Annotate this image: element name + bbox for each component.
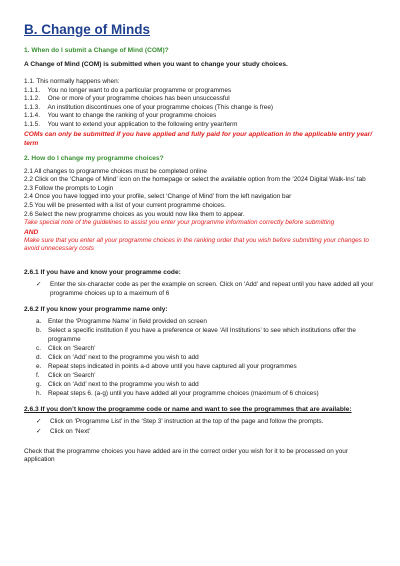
list-item: 1.1.3. An institution discontinues one of your programme choices (This change is free)	[24, 103, 273, 111]
guidelines-note: Take special note of the guidelines to assist you enter your programme information correctly before submitting	[24, 219, 335, 227]
section-1-heading: 1. When do I submit a Change of Mind (COM)?	[24, 47, 169, 54]
list-item: 1.1.2. One or more of your programme choices has been unsuccessful	[24, 95, 230, 103]
ranking-note: Make sure that you enter all your programme choices in the ranking order that you wish before submitting your changes to avoid unnecessary costs	[24, 236, 369, 253]
section-2-6-2-heading: 2.6.2 If you know your programme name only:	[24, 306, 168, 314]
list-item: a. Enter the ‘Programme Name’ in field provided on screen	[36, 318, 207, 326]
checkmark-icon: ✓	[36, 418, 42, 426]
list-item: 2.6 Select the new programme choices as you would now like them to appear.	[24, 210, 245, 218]
list-item: 1.1.4. You want to change the ranking of your programme choices	[24, 112, 217, 120]
list-item: ✓ Click on ‘Next’	[36, 428, 91, 436]
list-item: f. Click on ‘Search’	[36, 372, 96, 380]
list-item: d. Click on ‘Add’ next to the programme you wish to add	[36, 353, 199, 361]
list-item: 2.2 Click on the ‘Change of Mind’ icon on the homepage or select the available option from the ‘2024 Digital Walk-Ins’ tab	[24, 176, 366, 184]
section-1-bold-statement: A Change of Mind (COM) is submitted when you want to change your study choices.	[24, 61, 288, 68]
list-item: 1.1.1. You no longer want to do a particular programme or programmes	[24, 86, 232, 94]
list-item: e. Repeat steps indicated in points a-d above until you have captured all your programmes	[36, 363, 297, 371]
section-2-6-3	[24, 405, 374, 436]
list-item: g. Click on ‘Add’ next to the programme you wish to add	[36, 381, 199, 389]
page-title: B. Change of Minds	[24, 22, 150, 37]
section-2	[24, 154, 374, 254]
section-2-heading: 2. How do I change my programme choices?	[24, 154, 164, 162]
and-label: AND	[24, 228, 39, 236]
list-item: 2.3 Follow the prompts to Login	[24, 184, 114, 192]
section-2-6-1-heading: 2.6.1 If you have and know your programme code:	[24, 268, 181, 276]
list-item: h. Repeat steps 6. (a-g) until you have added all your programme choices (maximum of 6 choices)	[36, 390, 319, 398]
list-item: b. Select a specific institution if you have a preference or leave ‘All Institutions’ to see which institutions offer the programme	[36, 327, 356, 343]
closing-paragraph: Check that the programme choices you have added are in the correct order you wish for it to be processed on your application	[24, 447, 348, 464]
list-item: 2.1 All changes to programme choices must be completed online	[24, 167, 207, 175]
section-1	[24, 46, 374, 148]
section-1-note: COMs can only be submitted if you have applied and fully paid for your application in the applicable entry year/ term	[24, 130, 373, 147]
list-item: 2.4 Once you have logged into your profile, select ‘Change of Mind’ from the left navigation bar	[24, 193, 292, 201]
section-2-6-2	[24, 305, 374, 399]
list-item: c. Click on ‘Search’	[36, 344, 96, 352]
section-1-intro: 1.1. This normally happens when:	[24, 78, 120, 85]
list-item: ✓ Enter the six-character code as per the example on screen. Click on ‘Add’ and repeat until you have added all your programme choices up to a maximum of 6	[36, 280, 374, 297]
list-item: ✓ Click on ‘Programme List’ in the ‘Step 3’ instruction at the top of the page and follow the prompts.	[36, 418, 324, 426]
section-2-6-3-heading: 2.6.3 If you don’t know the programme code or name and want to see the programmes that are available:	[24, 406, 352, 414]
list-item: 1.1.5. You want to extend your application to the following entry year/term	[24, 120, 238, 128]
checkmark-icon: ✓	[36, 280, 42, 288]
list-item: 2.5 You will be presented with a list of your current programme choices.	[24, 201, 226, 209]
section-2-6-1	[24, 268, 374, 298]
section-1-list	[24, 87, 374, 130]
checkmark-icon: ✓	[36, 428, 42, 436]
